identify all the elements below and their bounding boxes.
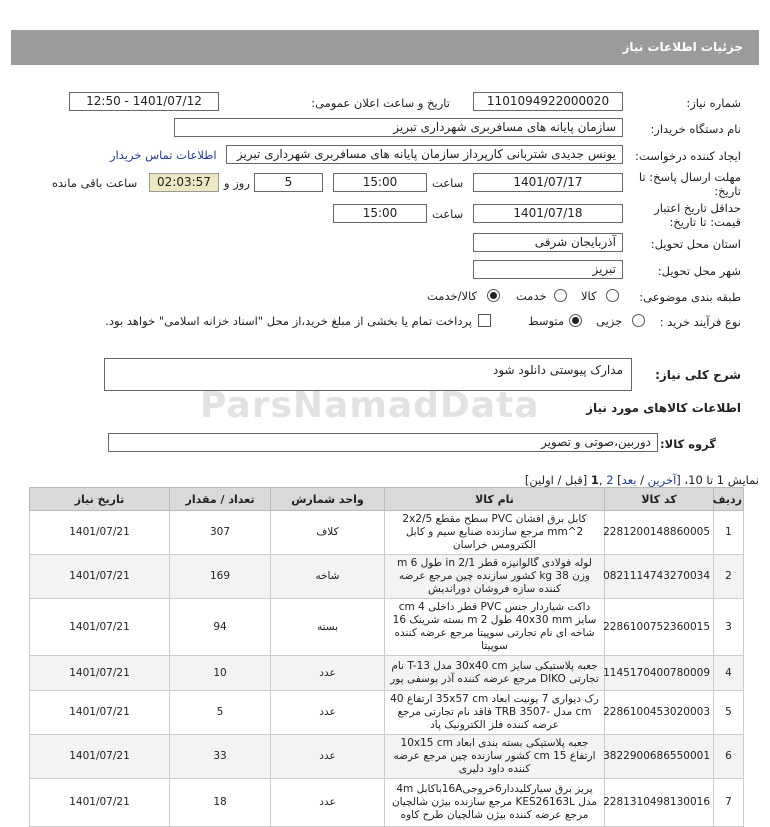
process-radio-minor[interactable] (632, 314, 645, 327)
header-unit: واحد شمارش (271, 488, 385, 511)
item-code: 2286100752360015 (605, 599, 714, 656)
announce-date-label: تاریخ و ساعت اعلان عمومی: (311, 96, 450, 110)
item-unit: شاخه (271, 555, 385, 599)
deadline-label-date: تاریخ: (714, 184, 741, 198)
table-row[interactable] (30, 555, 744, 599)
process-option-medium: متوسط (528, 314, 565, 328)
item-name: جعبه پلاستیکی سایز 30x40 cm مدل T-13 نام تجارتی DIKO مرجع عرضه کننده آذر یوسفی پور (385, 656, 605, 691)
category-label: طبقه بندی موضوعی: (639, 290, 741, 304)
item-code: 1145170400780009 (605, 656, 714, 691)
item-name: جعبه پلاستیکی بسته بندی ابعاد 10x15 cm ارتفاع 15 cm کشور سازنده چین مرجع عرضه کننده داود دلیری (385, 735, 605, 779)
buyer-contact-link[interactable]: اطلاعات تماس خریدار (110, 148, 217, 162)
description-label: شرح کلی نیاز: (655, 368, 741, 382)
header-item-name: نام کالا (385, 488, 605, 511)
goods-group-label: گروه کالا: (660, 437, 716, 451)
remaining-label: ساعت باقی مانده (52, 176, 138, 190)
creator-label: ایجاد کننده درخواست: (635, 149, 741, 163)
validity-label-date: قیمت: تا تاریخ: (669, 215, 741, 229)
deadline-time-label: ساعت (432, 176, 464, 190)
item-name: رک دیواری 7 یونیت ابعاد 35x57 cm ارتفاع 40 cm مدل -TRB 3507 فاقد نام تجارتی مرجع عرضه کننده فلز الکترونیک پاد (385, 691, 605, 735)
item-need-date: 1401/07/21 (30, 656, 170, 691)
table-row[interactable] (30, 656, 744, 691)
item-quantity: 18 (170, 779, 271, 827)
validity-date-field[interactable]: 1401/07/18 (473, 204, 623, 223)
item-code: 3822900686550001 (605, 735, 714, 779)
item-need-date: 1401/07/21 (30, 511, 170, 555)
pagination-last-link[interactable]: آخرین (647, 473, 677, 487)
category-option-service: خدمت (516, 289, 547, 303)
item-quantity: 10 (170, 656, 271, 691)
item-quantity: 94 (170, 599, 271, 656)
item-need-date: 1401/07/21 (30, 735, 170, 779)
pagination-prev-first: [قبل / اولین] (524, 473, 588, 487)
item-need-date: 1401/07/21 (30, 779, 170, 827)
goods-table (29, 487, 744, 827)
buyer-field[interactable]: سازمان پایانه های مسافربری شهرداری تبریز (174, 118, 623, 137)
item-code: 2281310498130016 (605, 779, 714, 827)
pagination-next-link[interactable]: بعد (621, 473, 637, 487)
goods-section-title: اطلاعات کالاهای مورد نیاز (586, 401, 741, 415)
category-option-goods-service: کالا/خدمت (427, 289, 478, 303)
page-title: جزئیات اطلاعات نیاز (622, 40, 743, 54)
deadline-date-field[interactable]: 1401/07/17 (473, 173, 623, 192)
row-number: 1 (714, 511, 744, 555)
item-unit: عدد (271, 735, 385, 779)
parsnamad-watermark: ParsNamadData (200, 385, 540, 426)
item-unit: عدد (271, 779, 385, 827)
item-name: لوله فولادی گالوانیزه قطر 2/1 in طول 6 m وزن 38 kg کشور سازنده چین مرجع عرضه کننده سازه فروشان دورانديش (385, 555, 605, 599)
category-option-goods: کالا (581, 289, 597, 303)
header-item-code: کد کالا (605, 488, 714, 511)
item-code: 0821114743270034 (605, 555, 714, 599)
description-field[interactable]: مدارک پیوستی دانلود شود (104, 358, 632, 391)
item-quantity: 169 (170, 555, 271, 599)
item-unit: عدد (271, 691, 385, 735)
item-need-date: 1401/07/21 (30, 555, 170, 599)
row-number: 2 (714, 555, 744, 599)
header-quantity: تعداد / مقدار (170, 488, 271, 511)
treasury-payment-note: پرداخت تمام یا بخشی از مبلغ خرید،از محل "اسناد خزانه اسلامی" خواهد بود. (105, 314, 472, 328)
process-option-minor: جزیی (596, 314, 623, 328)
province-field[interactable]: آذربایجان شرقی (473, 233, 623, 252)
pagination: نمایش 1 تا 10، [آخرین / بعد] 2 ,1 [قبل / اولین] (524, 473, 759, 487)
header-row-number: ردیف (714, 488, 744, 511)
table-row[interactable] (30, 779, 744, 827)
pagination-page-2[interactable]: 2 (606, 473, 614, 487)
row-number: 7 (714, 779, 744, 827)
table-row[interactable] (30, 735, 744, 779)
item-quantity: 33 (170, 735, 271, 779)
table-row[interactable] (30, 599, 744, 656)
row-number: 3 (714, 599, 744, 656)
item-need-date: 1401/07/21 (30, 691, 170, 735)
pagination-showing: نمایش 1 تا 10، (684, 473, 759, 487)
table-row[interactable] (30, 511, 744, 555)
treasury-payment-checkbox[interactable] (478, 314, 491, 327)
table-row[interactable] (30, 691, 744, 735)
page-title-bar (11, 30, 759, 65)
validity-time-label: ساعت (432, 207, 464, 221)
process-label: نوع فرآیند خرید : (659, 315, 741, 329)
goods-table-header (30, 488, 744, 511)
pagination-page-1-current: 1 (590, 473, 599, 487)
category-radio-goods-service[interactable] (487, 289, 500, 302)
need-number-field[interactable]: 1101094922000020 (473, 92, 623, 111)
item-name: داکت شیاردار جنس PVC قطر داخلی 4 cm سایز 40x30 mm طول 2 m بسته شرینک 16 شاخه ای نام تجارتی سوپیتا مرجع عرضه کننده سوپیتا (385, 599, 605, 656)
item-unit: بسته (271, 599, 385, 656)
item-name: پریز برق سیارکلیددار6خروجی16Aباکابل 4m مدل KES26163L مرجع سازنده بیژن شالچیان مرجع عرضه کننده بیژن شالچیان طرح کاوه (385, 779, 605, 827)
need-number-label: شماره نیاز: (686, 96, 741, 110)
item-quantity: 307 (170, 511, 271, 555)
city-label: شهر محل تحویل: (657, 264, 741, 278)
announce-date-field[interactable]: 1401/07/12 - 12:50 (69, 92, 219, 111)
province-label: استان محل تحویل: (650, 237, 741, 251)
row-number: 5 (714, 691, 744, 735)
deadline-label: مهلت ارسال پاسخ: تا (638, 170, 741, 184)
row-number: 6 (714, 735, 744, 779)
deadline-time-field[interactable]: 15:00 (333, 173, 427, 192)
remaining-time-field: 02:03:57 (149, 173, 219, 192)
header-need-date: تاریخ نیاز (30, 488, 170, 511)
process-radio-medium[interactable] (569, 314, 582, 327)
goods-group-field[interactable]: دوربین،صوتی و تصویر (108, 433, 658, 452)
item-quantity: 5 (170, 691, 271, 735)
days-field[interactable]: 5 (254, 173, 323, 192)
validity-label: حداقل تاریخ اعتبار (654, 201, 741, 215)
category-radio-goods[interactable] (606, 289, 619, 302)
item-code: 2281200148860005 (605, 511, 714, 555)
item-name: کابل برق افشان PVC سطح مقطع 2x2/5 mm^2 مرجع سازنده صنایع سیم و کابل الکترومس خراسان (385, 511, 605, 555)
days-label: روز و (224, 176, 250, 190)
buyer-label: نام دستگاه خریدار: (650, 122, 741, 136)
item-code: 2286100453020003 (605, 691, 714, 735)
validity-time-field[interactable]: 15:00 (333, 204, 427, 223)
item-unit: عدد (271, 656, 385, 691)
row-number: 4 (714, 656, 744, 691)
item-unit: کلاف (271, 511, 385, 555)
item-need-date: 1401/07/21 (30, 599, 170, 656)
creator-field[interactable]: یونس جدیدی شتربانی کارپرداز سازمان پایانه های مسافربری شهرداری تبریز (226, 145, 623, 164)
category-radio-service[interactable] (554, 289, 567, 302)
city-field[interactable]: تبریز (473, 260, 623, 279)
